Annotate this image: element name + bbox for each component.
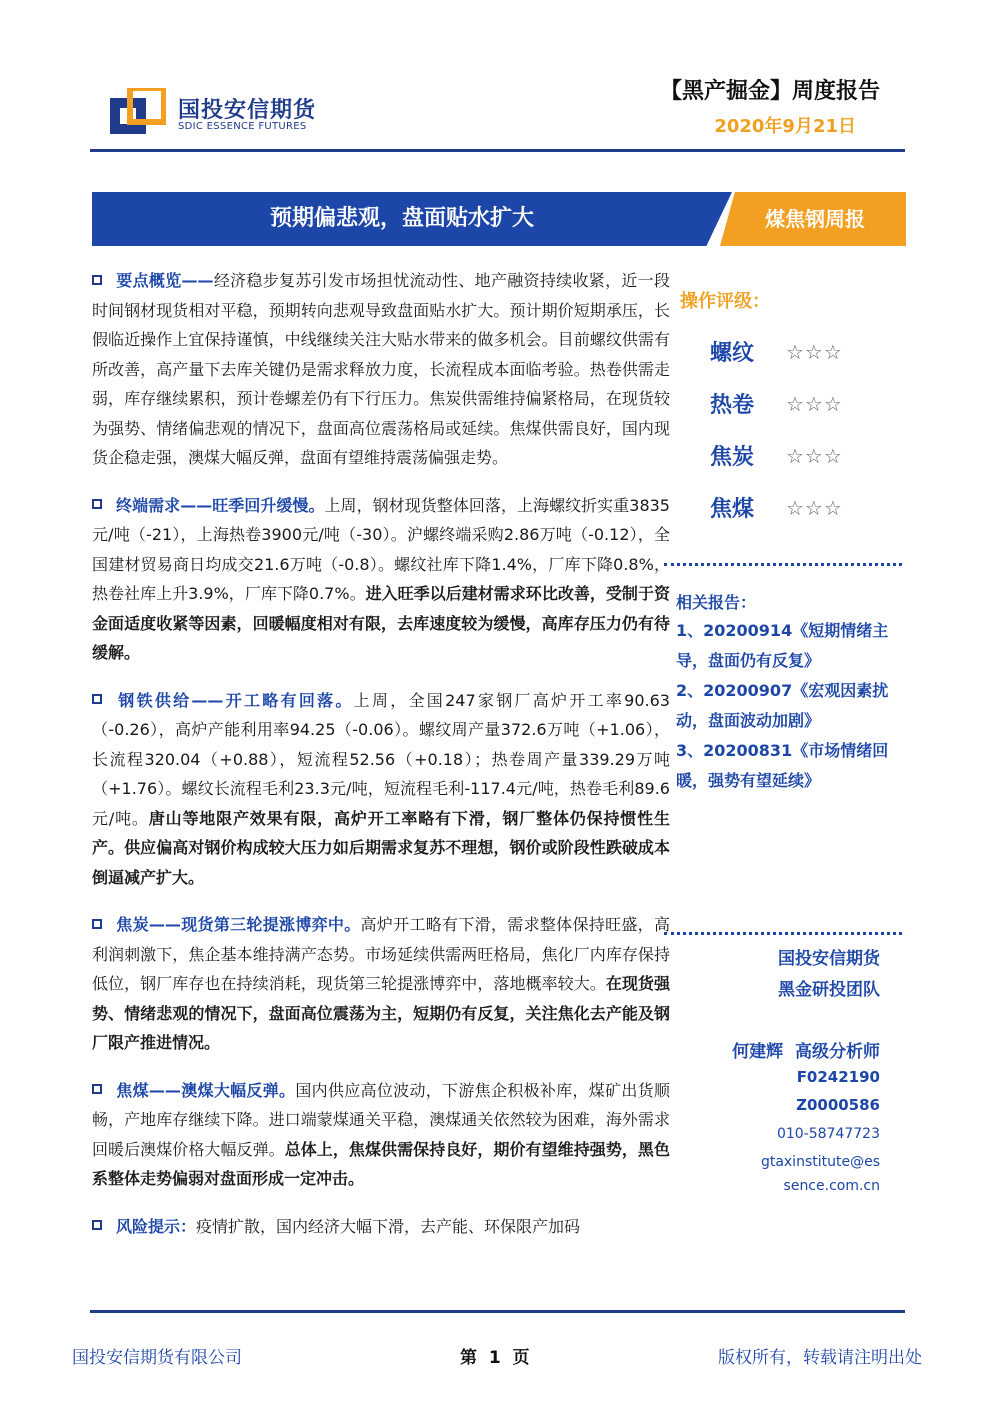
section-coke [92, 910, 670, 1058]
checkbox-bullet-icon [92, 1084, 102, 1094]
rating-product-name: 焦煤 [710, 497, 755, 522]
section-conclusion: 进入旺季以后建材需求环比改善，受制于资金面适度收紧等因素，回暖幅度相对有限，去库速度较为缓慢，高库存压力仍有待缓解。 [92, 584, 670, 662]
rating-row-rebar [710, 336, 880, 376]
section-heading: 要点概览—— [116, 271, 214, 290]
section-body: 上周，钢材现货整体回落，上海螺纹折实重3835元/吨（-21），上海热卷3900元/吨（-30）。沪螺终端采购2.86万吨（-0.12），全国建材贸易商日均成交21.6万吨（-0.8）。螺纹社库下降1.4%，厂库下降0.8%，热卷社库上升3.9%，厂库下降0.7%。 [92, 495, 670, 603]
rating-row-hot-coil [710, 388, 880, 428]
rating-row-coke [710, 440, 880, 480]
header-divider [90, 149, 905, 152]
section-conclusion: 唐山等地限产效果有限，高炉开工率略有下滑，钢厂整体仍保持惯性生产。供应偏高对钢价构成较大压力如后期需求复苏不理想，钢价或阶段性跌破成本倒逼减产扩大。 [92, 808, 670, 887]
checkbox-bullet-icon [92, 499, 102, 509]
checkbox-bullet-icon [92, 275, 102, 285]
report-category-tag: 煤焦钢周报 [765, 207, 865, 231]
rating-product-name: 热卷 [710, 393, 755, 418]
checkbox-bullet-icon [92, 919, 102, 929]
company-logo-name: 国投安信期货 [178, 98, 317, 123]
section-risk [92, 1212, 670, 1242]
main-content [92, 266, 670, 1259]
checkbox-bullet-icon [92, 694, 102, 704]
page-number: 第 1 页 [460, 1348, 530, 1368]
sidebar-dotted-divider [664, 563, 902, 566]
section-coking-coal [92, 1076, 670, 1194]
related-report-link[interactable]: 2、20200907《宏观因素扰动，盘面波动加剧》 [676, 681, 889, 730]
star-rating-icon: ☆☆☆ [786, 392, 843, 416]
footer-copyright: 版权所有，转载请注明出处 [718, 1348, 922, 1368]
section-body: 国内供应高位波动，下游焦企积极补库，煤矿出货顺畅，产地库存继续下降。进口端蒙煤通关平稳，澳煤通关依然较为困难，海外需求回暖后澳煤价格大幅反弹。 [92, 1080, 670, 1159]
section-body: 经济稳步复苏引发市场担忧流动性、地产融资持续收紧，近一段时间钢材现货相对平稳，预期转向悲观导致盘面贴水扩大。预计期价短期承压，长假临近操作上宜保持谨慎，中线继续关注大贴水带来的做多机会。目前螺纹供需有所改善，高产量下去库关键仍是需求释放力度，长流程成本面临考验。热卷供需走弱，库存继续累积，预计卷螺差仍有下行压力。焦炭供需维持偏紧格局，在现货较为强势、情绪偏悲观的情况下，盘面高位震荡格局或延续。焦煤供需良好，国内现货企稳走强，澳煤大幅反弹，盘面有望维持震荡偏强走势。 [92, 271, 670, 467]
report-headline: 预期偏悲观，盘面贴水扩大 [269, 206, 534, 231]
report-date: 2020年9月21日 [714, 116, 856, 137]
section-conclusion: 总体上，焦煤供需保持良好，期价有望维持强势，黑色系整体走势偏弱对盘面形成一定冲击。 [92, 1139, 670, 1188]
analyst-license-code: Z0000586 [796, 1096, 880, 1114]
rating-title: 操作评级： [680, 291, 770, 312]
rating-row-coking-coal [710, 492, 880, 532]
section-conclusion: 在现货强势、情绪悲观的情况下，盘面高位震荡为主，短期仍有反复，关注焦化去产能及钢厂限产推进情况。 [92, 974, 670, 1052]
section-steel-supply [92, 686, 670, 893]
section-demand [92, 491, 670, 668]
analyst-email[interactable]: gtaxinstitute@essence.com.cn [760, 1154, 880, 1194]
section-body: 疫情扩散，国内经济大幅下滑，去产能、环保限产加码 [196, 1216, 581, 1236]
section-heading: 风险提示： [116, 1216, 197, 1236]
section-heading: 焦炭——现货第三轮提涨博弈中。 [116, 915, 361, 934]
section-heading: 钢铁供给——开工略有回落。 [116, 690, 354, 710]
star-rating-icon: ☆☆☆ [786, 444, 843, 468]
rating-product-name: 螺纹 [710, 341, 755, 366]
related-reports-title: 相关报告： [676, 593, 757, 612]
logo-icon [110, 88, 166, 136]
section-body: 上周，全国247家钢厂高炉开工率90.63（-0.26），高炉产能利用率94.25（-0.06）。螺纹周产量372.6万吨（+1.06），长流程320.04（+0.88），短流程52.56（+0.18）；热卷周产量339.29万吨（+1.76）。螺纹长流程毛利23.3元/吨，短流程毛利-117.4元/吨，热卷毛利89.6元/吨。 [92, 690, 670, 828]
footer-company: 国投安信期货有限公司 [72, 1348, 242, 1368]
rating-product-name: 焦炭 [710, 445, 755, 470]
team-company: 国投安信期货 [778, 949, 880, 969]
team-name: 黑金研投团队 [778, 980, 880, 1000]
section-heading: 终端需求——旺季回升缓慢。 [116, 495, 325, 515]
checkbox-bullet-icon [92, 1220, 102, 1230]
analyst-name: 何建辉 高级分析师 [732, 1042, 880, 1062]
section-heading: 焦煤——澳煤大幅反弹。 [116, 1080, 296, 1100]
section-overview [92, 266, 670, 473]
analyst-phone: 010-58747723 [776, 1126, 880, 1142]
sidebar-dotted-divider [664, 932, 902, 935]
section-body: 高炉开工略有下滑，需求整体保持旺盛，高利润刺激下，焦企基本维持满产态势。市场延续供需两旺格局，焦化厂内库存保持低位，钢厂库存也在持续消耗，现货第三轮提涨博弈中，落地概率较大。 [92, 915, 670, 993]
related-report-link[interactable]: 1、20200914《短期情绪主导，盘面仍有反复》 [676, 621, 889, 670]
analyst-license-code: F0242190 [796, 1068, 880, 1086]
star-rating-icon: ☆☆☆ [786, 496, 843, 520]
star-rating-icon: ☆☆☆ [786, 340, 843, 364]
footer-divider [90, 1310, 905, 1313]
related-report-link[interactable]: 3、20200831《市场情绪回暖，强势有望延续》 [676, 741, 889, 790]
report-type-title: 【黑产掘金】周度报告 [659, 79, 880, 104]
company-logo-english: SDIC ESSENCE FUTURES [178, 121, 307, 132]
